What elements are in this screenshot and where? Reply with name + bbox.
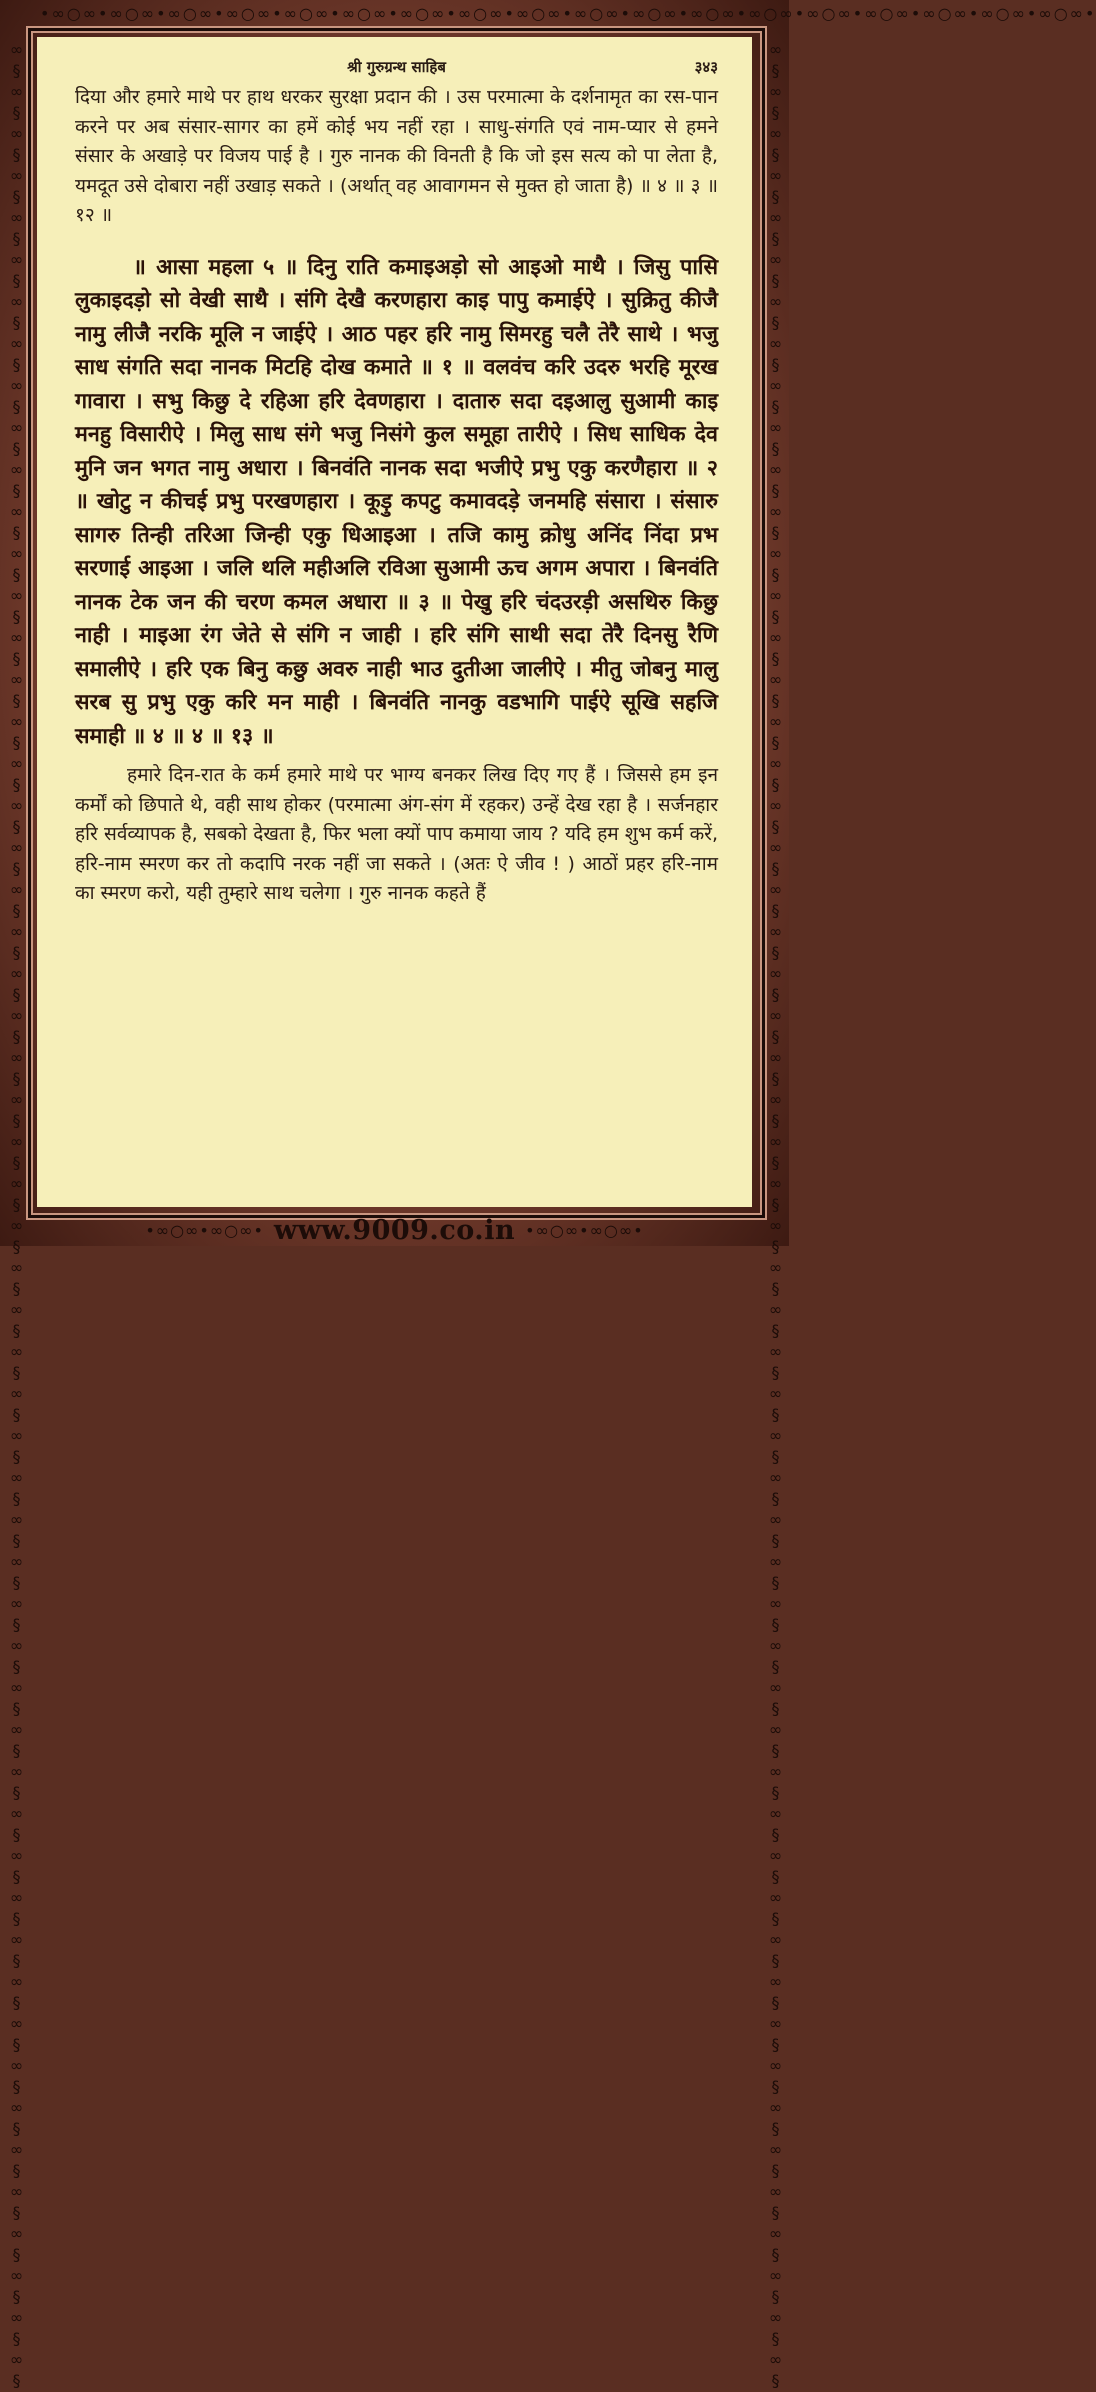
page-header xyxy=(75,55,718,83)
gurbani-verse-paragraph: ॥ आसा महला ५ ॥ दिनु राति कमाइअड़ो सो आइओ माथै । जिसु पासि लुकाइदड़ो सो वेखी साथै । संगि देखै करणहारा काइ पापु कमाईऐ । सुक्रितु कीजै नामु लीजै नरकि मूलि न जाईऐ । आठ पहर हरि नामु सिमरहु चलै तेरै साथे । भजु साध संगति सदा नानक मिटहि दोख कमाते ॥ १ ॥ वलवंच करि उदरु भरहि मूरख गावारा । सभु किछु दे रहिआ हरि देवणहारा । दातारु सदा दइआलु सुआमी काइ मनहु विसारीऐ । मिलु साध संगे भजु निसंगे कुल समूहा तारीऐ । सिध साधिक देव मुनि जन भगत नामु अधारा । बिनवंति नानक सदा भजीऐ प्रभु एकु करणैहारा ॥ २ ॥ खोटु न कीचई प्रभु परखणहारा । कूड़ु कपटु कमावदड़े जनमहि संसारा । संसारु सागरु तिन्ही तरिआ जिन्ही एकु धिआइआ । तजि कामु क्रोधु अनिंद निंदा प्रभ सरणाई आइआ । जलि थलि महीअलि रविआ सुआमी ऊच अगम अपारा । बिनवंति नानक टेक जन की चरण कमल अधारा ॥ ३ ॥ पेखु हरि चंदउरड़ी असथिरु किछु नाही । माइआ रंग जेते से संगि न जाही । हरि संगि साथी सदा तेरै दिनसु रैणि समालीऐ । हरि एक बिनु कछु अवरु नाही भाउ दुतीआ जालीऐ । मीतु जोबनु मालु सरब सु प्रभु एकु करि मन माही । बिनवंति नानकु वडभागि पाईऐ सूखि सहजि समाही ॥ ४ ॥ ४ ॥ १३ ॥ xyxy=(75,254,718,749)
footer-left-ornament: •∞○∞•∞○∞• xyxy=(145,1220,264,1240)
translation-paragraph-2: हमारे दिन-रात के कर्म हमारे माथे पर भाग्य बनकर लिख दिए गए हैं । जिससे हम इन कर्मों को छिपाते थे, वही साथ होकर (परमात्मा अंग-संग में रहकर) उन्हें देख रहा है । सर्जनहार हरि सर्वव्यापक है, सबको देखता है, फिर भला क्यों पाप कमाया जाय ? यदि हम शुभ कर्म करें, हरि-नाम स्मरण कर तो कदापि नरक नहीं जा सकते । (अतः ऐ जीव ! ) आठों प्रहर हरि-नाम का स्मरण करो, यही तुम्हारे साथ चलेगा । गुरु नानक कहते हैं xyxy=(75,764,718,904)
translation-paragraph-1: दिया और हमारे माथे पर हाथ धरकर सुरक्षा प्रदान की । उस परमात्मा के दर्शनामृत का रस-पान करने पर अब संसार-सागर का हमें कोई भय नहीं रहा । साधु-संगति एवं नाम-प्यार से हमने संसार के अखाड़े पर विजय पाई है । गुरु नानक की विनती है कि जो इस सत्य को पा लेता है, यमदूत उसे दोबारा नहीं उखाड़ सकते । (अर्थात् वह आवागमन से मुक्त हो जाता है) ॥ ४ ॥ ३ ॥ १२ ॥ xyxy=(75,86,718,226)
page-footer xyxy=(0,1214,789,1246)
scripture-page xyxy=(37,37,752,1207)
right-ornament-border: ∞§∞§∞§∞§∞§∞§∞§∞§∞§∞§∞§∞§∞§∞§∞§∞§∞§∞§∞§∞§∞§∞§∞§∞§∞§∞§∞§∞§∞§∞§∞§∞§∞§∞§∞§∞§∞§∞§∞§∞§∞§∞§∞§∞§∞§∞§∞§∞§∞§∞§∞§∞§∞§∞§∞§∞§ xyxy=(766,40,785,2392)
page-title: श्री गुरुग्रन्थ साहिब xyxy=(347,58,446,76)
footer-right-ornament: •∞○∞•∞○∞• xyxy=(525,1220,644,1240)
page-number: ३४३ xyxy=(694,58,718,76)
left-ornament-border: ∞§∞§∞§∞§∞§∞§∞§∞§∞§∞§∞§∞§∞§∞§∞§∞§∞§∞§∞§∞§∞§∞§∞§∞§∞§∞§∞§∞§∞§∞§∞§∞§∞§∞§∞§∞§∞§∞§∞§∞§∞§∞§∞§∞§∞§∞§∞§∞§∞§∞§∞§∞§∞§∞§∞§∞§ xyxy=(7,40,26,2392)
top-ornament-border: •∞○∞•∞○∞•∞○∞•∞○∞•∞○∞•∞○∞•∞○∞•∞○∞•∞○∞•∞○∞•∞○∞•∞○∞•∞○∞•∞○∞•∞○∞•∞○∞•∞○∞•∞○∞• xyxy=(40,4,1096,23)
website-watermark: www.9009.co.in xyxy=(273,1214,516,1246)
